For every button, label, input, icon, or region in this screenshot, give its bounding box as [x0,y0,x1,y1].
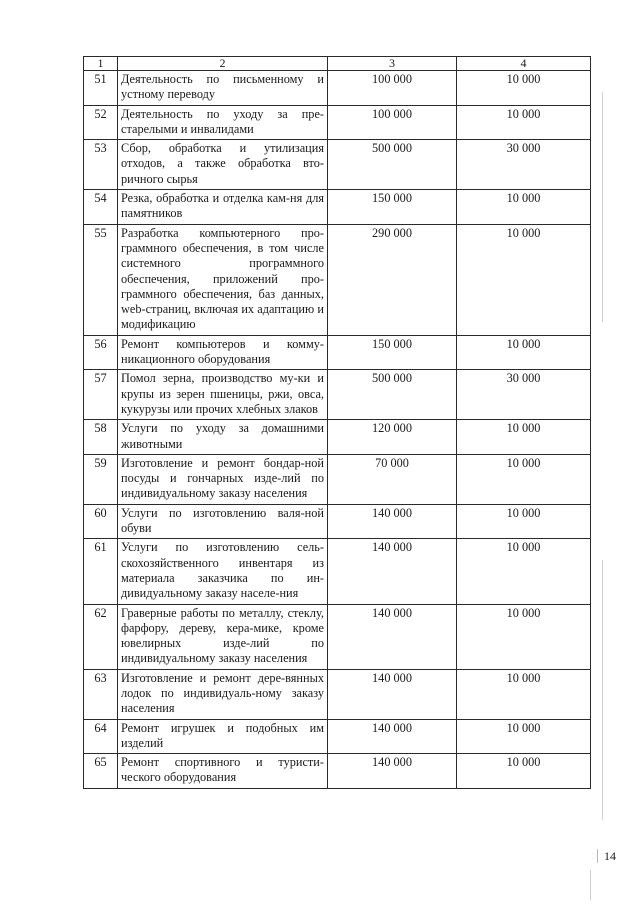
column-4-value-cell: 10 000 [457,539,591,604]
activity-description-cell: Сбор, обработка и утилизация отходов, а также обработка вто-ричного сырья [118,140,328,190]
table-row [84,71,591,106]
column-3-value-cell: 140 000 [328,504,457,539]
page-number: 14 [597,849,616,863]
scan-artifact-line [602,560,603,820]
column-4-value-cell: 10 000 [457,504,591,539]
table-row [84,669,591,719]
column-header: 4 [457,57,591,71]
column-4-value-cell: 10 000 [457,719,591,754]
activity-description-cell: Ремонт спортивного и туристи-ческого оборудования [118,754,328,789]
column-4-value-cell: 10 000 [457,754,591,789]
column-3-value-cell: 500 000 [328,140,457,190]
activity-description-cell: Изготовление и ремонт дере-вянных лодок по индивидуаль-ному заказу населения [118,669,328,719]
table-row [84,140,591,190]
column-3-value-cell: 140 000 [328,719,457,754]
activity-description-cell: Изготовление и ремонт бондар-ной посуды и гончарных изде-лий по индивидуальному заказу населения [118,454,328,504]
column-header: 3 [328,57,457,71]
column-3-value-cell: 290 000 [328,224,457,335]
row-number-cell: 54 [84,190,118,225]
column-number-row [84,57,591,71]
row-number-cell: 52 [84,105,118,140]
row-number-cell: 64 [84,719,118,754]
activity-description-cell: Граверные работы по металлу, стеклу, фарфору, дереву, кера-мике, кроме ювелирных изде-лий по индивидуальному заказу населения [118,604,328,669]
column-3-value-cell: 150 000 [328,335,457,370]
activity-description-cell: Деятельность по уходу за пре-старелыми и инвалидами [118,105,328,140]
column-4-value-cell: 30 000 [457,370,591,420]
activity-description-cell: Услуги по уходу за домашними животными [118,420,328,455]
column-4-value-cell: 30 000 [457,140,591,190]
column-4-value-cell: 10 000 [457,335,591,370]
row-number-cell: 60 [84,504,118,539]
column-3-value-cell: 70 000 [328,454,457,504]
column-3-value-cell: 140 000 [328,754,457,789]
table-row [84,719,591,754]
table-row [84,420,591,455]
column-4-value-cell: 10 000 [457,224,591,335]
column-4-value-cell: 10 000 [457,604,591,669]
table-row [84,190,591,225]
activity-description-cell: Услуги по изготовлению валя-ной обуви [118,504,328,539]
column-header: 1 [84,57,118,71]
row-number-cell: 51 [84,71,118,106]
column-4-value-cell: 10 000 [457,669,591,719]
column-3-value-cell: 120 000 [328,420,457,455]
activity-description-cell: Разработка компьютерного про-граммного обеспечения, в том числе системного программного обеспечения, приложений про-граммного обеспечения, баз данных, web-страниц, включая их адаптацию и модификацию [118,224,328,335]
row-number-cell: 55 [84,224,118,335]
activity-description-cell: Деятельность по письменному и устному переводу [118,71,328,106]
row-number-cell: 63 [84,669,118,719]
scan-artifact-line [590,870,591,900]
activity-description-cell: Услуги по изготовлению сель-скохозяйственного инвентаря из материала заказчика по ин-дивидуальному заказу населе-ния [118,539,328,604]
column-3-value-cell: 100 000 [328,71,457,106]
column-3-value-cell: 150 000 [328,190,457,225]
table-row [84,504,591,539]
row-number-cell: 58 [84,420,118,455]
table-row [84,454,591,504]
row-number-cell: 56 [84,335,118,370]
row-number-cell: 53 [84,140,118,190]
column-header: 2 [118,57,328,71]
table-row [84,539,591,604]
row-number-cell: 57 [84,370,118,420]
activity-description-cell: Помол зерна, производство му-ки и крупы из зерен пшеницы, ржи, овса, кукурузы или прочих хлебных злаков [118,370,328,420]
table-row [84,370,591,420]
column-4-value-cell: 10 000 [457,105,591,140]
activity-description-cell: Ремонт игрушек и подобных им изделий [118,719,328,754]
table-row [84,105,591,140]
row-number-cell: 61 [84,539,118,604]
column-4-value-cell: 10 000 [457,71,591,106]
row-number-cell: 59 [84,454,118,504]
table-row [84,335,591,370]
column-4-value-cell: 10 000 [457,190,591,225]
column-3-value-cell: 140 000 [328,539,457,604]
column-4-value-cell: 10 000 [457,420,591,455]
column-3-value-cell: 500 000 [328,370,457,420]
scan-artifact-line [602,92,603,322]
tariff-table [83,56,591,789]
activity-description-cell: Резка, обработка и отделка кам-ня для памятников [118,190,328,225]
activity-description-cell: Ремонт компьютеров и комму-никационного оборудования [118,335,328,370]
row-number-cell: 62 [84,604,118,669]
column-4-value-cell: 10 000 [457,454,591,504]
table-row [84,604,591,669]
row-number-cell: 65 [84,754,118,789]
column-3-value-cell: 140 000 [328,669,457,719]
table-row [84,224,591,335]
column-3-value-cell: 140 000 [328,604,457,669]
column-3-value-cell: 100 000 [328,105,457,140]
table-row [84,754,591,789]
